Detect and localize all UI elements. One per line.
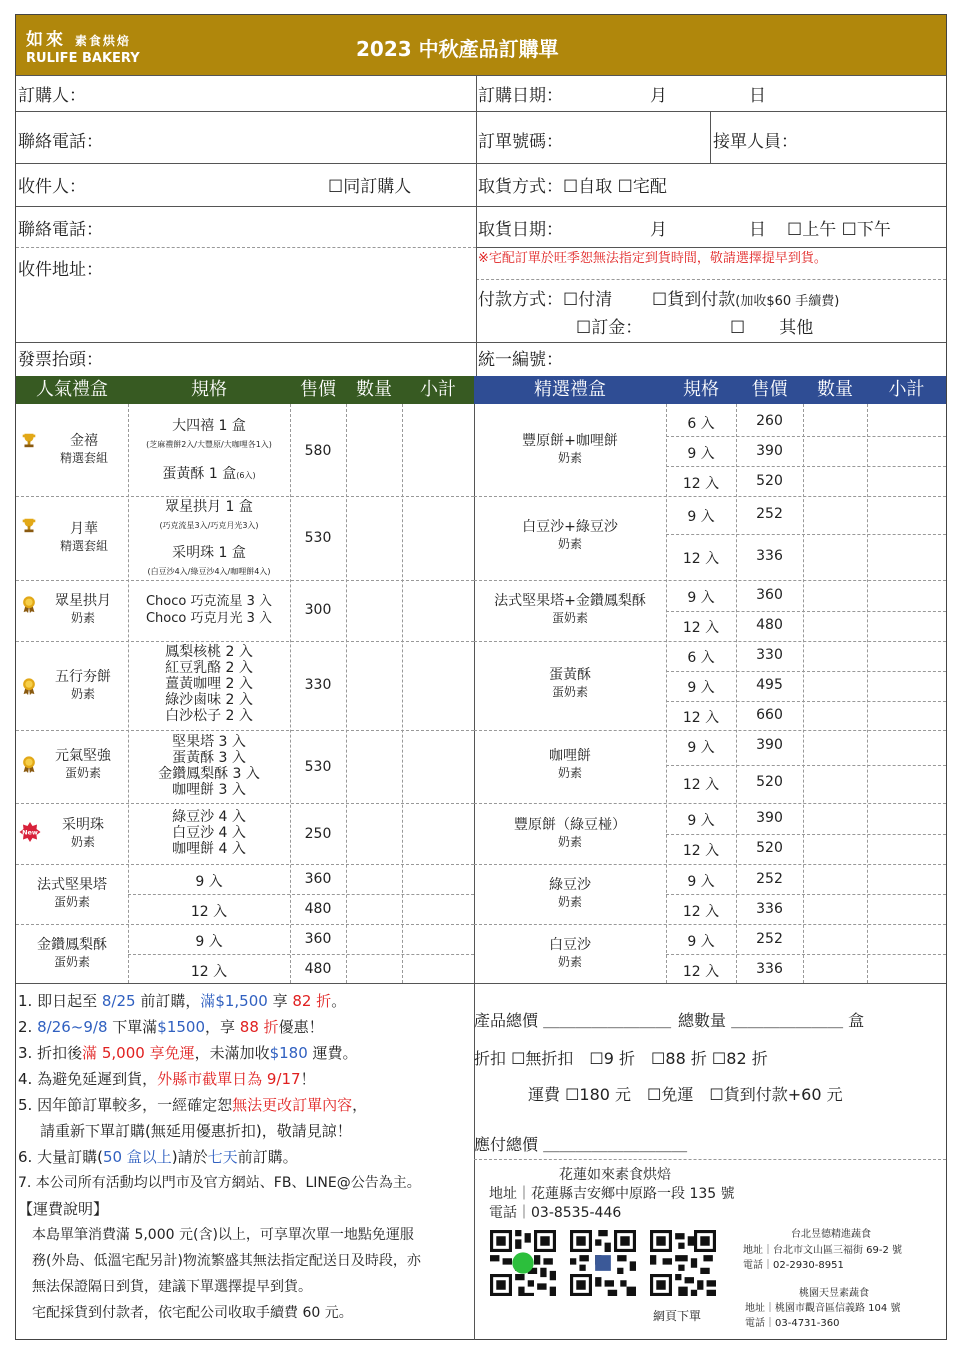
left-row-3-product: 五行夯餅 奶素 bbox=[55, 669, 111, 701]
left-row-4-spec: 堅果塔 3 入 蛋黃酥 3 入 金鑽鳳梨酥 3 入 咖哩餅 3 入 bbox=[158, 734, 260, 798]
right-row-3-price-1: 495 bbox=[756, 677, 783, 693]
right-row-7-spec-0: 9 入 bbox=[687, 934, 715, 950]
pickup-date-day: 日 bbox=[749, 220, 766, 240]
right-row-4-price-0: 390 bbox=[756, 737, 783, 753]
address-label: 收件地址： bbox=[18, 260, 103, 280]
medal-icon bbox=[20, 595, 38, 613]
left-row-1-product: 月華 精選套組 bbox=[59, 521, 108, 553]
left-row-2-price: 300 bbox=[304, 602, 332, 618]
left-header-spec: 規格 bbox=[191, 379, 227, 400]
right-row-6-price-0: 252 bbox=[756, 871, 783, 887]
left-row-1-spec: 眾星拱月 1 盒 (巧克流星3入/巧克月光3入) bbox=[159, 499, 259, 530]
order-date-month: 月 bbox=[650, 86, 667, 106]
orderer-label: 訂購人： bbox=[18, 86, 86, 106]
right-row-2-product: 法式堅果塔+金鑽鳳梨酥 蛋奶素 bbox=[494, 593, 646, 625]
note-1: 1. 即日起至 8/25 前訂購，滿$1,500 享 82 折。 bbox=[18, 992, 347, 1010]
right-header-spec: 規格 bbox=[683, 379, 719, 400]
left-row-5-spec: 綠豆沙 4 入 白豆沙 4 入 咖哩餅 4 入 bbox=[172, 809, 246, 857]
left-row-7-price-0: 360 bbox=[304, 931, 332, 947]
trophy-icon bbox=[20, 431, 38, 449]
left-row-0-spec: 大四禧 1 盒 (芝麻禮餅2入/大豐原/大咖哩各1入) bbox=[146, 418, 272, 449]
left-row-7-price-1: 480 bbox=[304, 961, 332, 977]
right-row-0-price-1: 390 bbox=[756, 443, 783, 459]
pickup-date-month: 月 bbox=[650, 220, 667, 240]
right-row-3-spec-0: 6 入 bbox=[687, 650, 715, 666]
right-row-2-price-0: 360 bbox=[756, 587, 783, 603]
pickup-method-options[interactable]: 取貨方式：☐自取 ☐宅配 bbox=[478, 177, 667, 197]
left-row-7-spec-0: 9 入 bbox=[195, 934, 223, 950]
right-row-4-spec-0: 9 入 bbox=[687, 740, 715, 756]
right-row-7-price-0: 252 bbox=[756, 931, 783, 947]
total-qty-field[interactable]: 總數量 ＿＿＿＿＿＿＿ 盒 bbox=[678, 1011, 865, 1030]
right-row-3-product: 蛋黃酥 蛋奶素 bbox=[549, 667, 591, 699]
left-row-2-product: 眾星拱月 奶素 bbox=[55, 593, 111, 625]
store-main-name: 花蓮如來素食烘焙 bbox=[559, 1167, 671, 1183]
brand-name: 如來 素食烘焙 bbox=[26, 30, 131, 50]
store-taoyuan-name: 桃園天昱素蔬食 bbox=[799, 1288, 869, 1299]
left-row-6-price-0: 360 bbox=[304, 871, 332, 887]
am-pm-options[interactable]: ☐上午 ☐下午 bbox=[787, 220, 891, 240]
note-2: 2. 8/26~9/8 下單滿$1500，享 88 折優惠！ bbox=[18, 1018, 324, 1036]
right-row-2-spec-1: 12 入 bbox=[682, 620, 720, 636]
same-as-orderer-checkbox[interactable]: ☐同訂購人 bbox=[328, 177, 412, 197]
shipping-line-2: 務(外島、低溫宅配另計)物流繁盛其無法指定配送日及時段，亦 bbox=[32, 1253, 421, 1269]
left-row-2-spec: Choco 巧克流星 3 入 Choco 巧克月光 3 入 bbox=[145, 594, 273, 626]
cod-option[interactable]: ☐貨到付款(加收$60 手續費) bbox=[652, 290, 840, 310]
left-row-7-product: 金鑽鳳梨酥 蛋奶素 bbox=[37, 937, 107, 969]
discount-options[interactable]: 折扣 ☐無折扣 ☐9 折 ☐88 折 ☐82 折 bbox=[474, 1049, 768, 1068]
order-date-label: 訂購日期： bbox=[478, 86, 563, 106]
payment-full-option[interactable]: 付款方式：☐付清 bbox=[478, 290, 613, 310]
right-row-4-spec-1: 12 入 bbox=[682, 777, 720, 793]
order-no-label: 訂單號碼： bbox=[478, 132, 563, 152]
right-header-subtotal: 小計 bbox=[888, 379, 925, 400]
medal-icon bbox=[20, 677, 38, 695]
right-row-1-spec-1: 12 入 bbox=[682, 551, 720, 567]
left-row-4-product: 元氣堅強 蛋奶素 bbox=[55, 748, 111, 780]
left-header-subtotal: 小計 bbox=[420, 379, 456, 400]
left-row-0-product: 金禧 精選套組 bbox=[59, 433, 108, 465]
recipient-label: 收件人： bbox=[18, 177, 86, 197]
trophy-icon bbox=[20, 516, 38, 534]
left-row-1-spec2: 采明珠 1 盒 (白豆沙4入/綠豆沙4入/咖哩餅4入) bbox=[147, 545, 271, 576]
right-row-0-spec-2: 12 入 bbox=[682, 476, 720, 492]
brand-name-en: RULIFE BAKERY bbox=[26, 51, 140, 66]
right-row-2-spec-0: 9 入 bbox=[687, 590, 715, 606]
left-row-1-price: 530 bbox=[304, 530, 332, 546]
right-row-4-product: 咖哩餅 奶素 bbox=[549, 748, 591, 780]
left-row-6-spec-0: 9 入 bbox=[195, 874, 223, 890]
order-date-day: 日 bbox=[749, 86, 766, 106]
shipping-options[interactable]: 運費 ☐180 元 ☐免運 ☐貨到付款+60 元 bbox=[528, 1085, 843, 1104]
left-row-3-spec: 鳳梨核桃 2 入 紅豆乳酪 2 入 薑黃咖哩 2 入 綠沙鹵味 2 入 白沙松子 2 入 bbox=[165, 644, 253, 724]
right-header-price: 售價 bbox=[751, 379, 788, 400]
store-main-phone: 電話｜03-8535-446 bbox=[489, 1205, 622, 1221]
right-row-5-spec-0: 9 入 bbox=[687, 813, 715, 829]
left-row-6-price-1: 480 bbox=[304, 901, 332, 917]
right-row-5-price-0: 390 bbox=[756, 810, 783, 826]
page-title: 2023 中秋產品訂購單 bbox=[356, 37, 559, 61]
qr-label: 網頁下單 bbox=[653, 1309, 702, 1323]
right-row-3-price-2: 660 bbox=[756, 707, 783, 723]
phone-label: 聯絡電話： bbox=[18, 132, 103, 152]
left-header-product: 人氣禮盒 bbox=[36, 379, 108, 400]
shipping-line-3: 無法保證隔日到貨，建議下單選擇提早到貨。 bbox=[32, 1279, 312, 1295]
right-row-4-price-1: 520 bbox=[756, 774, 783, 790]
invoice-title-label: 發票抬頭： bbox=[18, 350, 103, 370]
right-row-5-price-1: 520 bbox=[756, 840, 783, 856]
medal-icon bbox=[20, 755, 38, 773]
right-row-0-price-2: 520 bbox=[756, 473, 783, 489]
right-row-3-spec-2: 12 入 bbox=[682, 710, 720, 726]
right-row-0-price-0: 260 bbox=[756, 413, 783, 429]
store-taoyuan-phone: 電話｜03-4731-360 bbox=[745, 1318, 840, 1329]
left-row-5-price: 250 bbox=[304, 826, 332, 842]
store-taipei-phone: 電話｜02-2930-8951 bbox=[743, 1260, 844, 1271]
left-row-0-price: 580 bbox=[304, 443, 332, 459]
right-row-0-spec-0: 6 入 bbox=[687, 416, 715, 432]
right-row-6-product: 綠豆沙 奶素 bbox=[549, 877, 591, 909]
right-row-7-price-1: 336 bbox=[756, 961, 783, 977]
store-taoyuan-address: 地址｜桃園市觀音區信義路 104 號 bbox=[745, 1303, 901, 1314]
receiver-staff-label: 接單人員： bbox=[713, 132, 798, 152]
pickup-date-label: 取貨日期： bbox=[478, 220, 563, 240]
delivery-note: ※宅配訂單於旺季恕無法指定到貨時間，敬請選擇提早到貨。 bbox=[478, 251, 827, 266]
website-qr-icon[interactable] bbox=[650, 1230, 716, 1296]
right-header-product: 精選禮盒 bbox=[534, 379, 606, 400]
left-row-0-spec2: 蛋黃酥 1 盒(6入) bbox=[162, 466, 256, 482]
left-row-6-product: 法式堅果塔 蛋奶素 bbox=[37, 877, 107, 909]
total-price-field[interactable]: 產品總價 ＿＿＿＿＿＿＿＿ bbox=[474, 1011, 672, 1030]
right-row-1-product: 白豆沙+綠豆沙 奶素 bbox=[522, 519, 618, 551]
store-taipei-address: 地址｜台北市文山區三福街 69-2 號 bbox=[743, 1245, 903, 1256]
deposit-option[interactable]: ☐訂金： bbox=[576, 318, 643, 338]
shipping-line-4: 宅配採貨到付款者，依宅配公司收取手續費 60 元。 bbox=[32, 1305, 353, 1321]
right-row-5-product: 豐原餅（綠豆椪） 奶素 bbox=[514, 817, 626, 849]
right-row-0-product: 豐原餅+咖哩餅 奶素 bbox=[522, 433, 618, 465]
left-header-price: 售價 bbox=[300, 379, 336, 400]
right-row-5-spec-1: 12 入 bbox=[682, 843, 720, 859]
left-row-7-spec-1: 12 入 bbox=[190, 964, 228, 980]
left-header-qty: 數量 bbox=[356, 379, 392, 400]
right-row-7-spec-1: 12 入 bbox=[682, 964, 720, 980]
note-3: 3. 折扣後滿 5,000 享免運，未滿加收$180 運費。 bbox=[18, 1044, 358, 1062]
right-row-6-price-1: 336 bbox=[756, 901, 783, 917]
header-bar bbox=[16, 15, 946, 75]
right-row-6-spec-0: 9 入 bbox=[687, 874, 715, 890]
right-row-3-spec-1: 9 入 bbox=[687, 680, 715, 696]
right-row-0-spec-1: 9 入 bbox=[687, 446, 715, 462]
note-6: 6. 大量訂購(50 盒以上)請於七天前訂購。 bbox=[18, 1148, 298, 1166]
note-7: 7. 本公司所有活動均以門市及官方網站、FB、LINE@公告為主。 bbox=[18, 1175, 421, 1191]
new-badge-text: New bbox=[22, 828, 38, 837]
tax-id-label: 統一編號： bbox=[478, 350, 563, 370]
right-row-2-price-1: 480 bbox=[756, 617, 783, 633]
right-row-1-price-0: 252 bbox=[756, 506, 783, 522]
right-row-1-spec-0: 9 入 bbox=[687, 509, 715, 525]
left-row-5-product: 采明珠 奶素 bbox=[62, 817, 104, 849]
store-main-address: 地址｜花蓮縣吉安鄉中原路一段 135 號 bbox=[489, 1186, 735, 1202]
left-row-4-price: 530 bbox=[304, 759, 332, 775]
left-row-6-spec-1: 12 入 bbox=[190, 904, 228, 920]
right-row-1-price-1: 336 bbox=[756, 548, 783, 564]
right-row-7-product: 白豆沙 奶素 bbox=[549, 937, 591, 969]
line-qr-icon[interactable] bbox=[490, 1230, 556, 1296]
shipping-title: 【運費說明】 bbox=[18, 1200, 109, 1218]
order-form bbox=[15, 14, 947, 1340]
left-row-3-price: 330 bbox=[304, 677, 332, 693]
note-5: 5. 因年節訂單較多，一經確定恕無法更改訂單內容， bbox=[18, 1096, 368, 1114]
right-row-3-price-0: 330 bbox=[756, 647, 783, 663]
shipping-line-1: 本島單筆消費滿 5,000 元(含)以上，可享單次單一地點免運服 bbox=[32, 1227, 414, 1243]
right-header-qty: 數量 bbox=[817, 379, 853, 400]
facebook-qr-icon[interactable] bbox=[570, 1230, 636, 1296]
phone2-label: 聯絡電話： bbox=[18, 220, 103, 240]
payable-field[interactable]: 應付總價 ＿＿＿＿＿＿＿＿＿ bbox=[474, 1135, 688, 1154]
right-row-6-spec-1: 12 入 bbox=[682, 904, 720, 920]
other-option[interactable]: ☐ 其他 bbox=[730, 318, 814, 338]
note-4: 4. 為避免延遲到貨，外縣市截單日為 9/17！ bbox=[18, 1070, 316, 1088]
note-5-cont: 請重新下單訂購(無延用優惠折扣)，敬請見諒！ bbox=[40, 1122, 352, 1140]
store-taipei-name: 台北昱德精進蔬食 bbox=[791, 1229, 871, 1240]
